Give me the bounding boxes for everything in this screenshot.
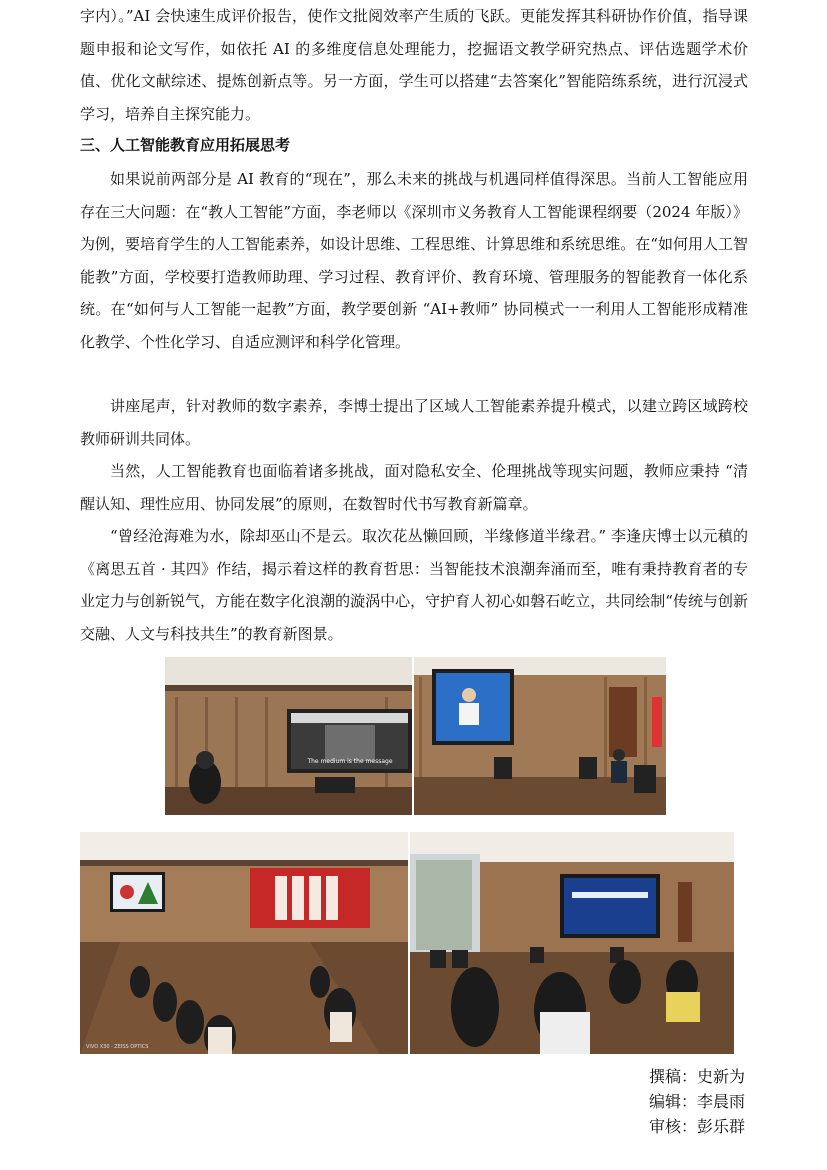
photo-presenter: [165, 657, 412, 815]
credit-writer: 撰稿：史新为: [648, 1067, 745, 1086]
paragraph-4: 当然，人工智能教育也面临着诸多挑战，面对隐私安全、伦理挑战等现实问题，教师应秉持 “清醒认知、理性应用、协同发展”的原则，在数智时代书写教育新篇章。: [80, 462, 748, 513]
photo-remote-speaker: [414, 657, 666, 815]
paragraph-2: 如果说前两部分是 AI 教育的“现在”，那么未来的挑战与机遇同样值得深思。当前人工智能应用存在三大问题：在“教人工智能”方面，李老师以《深圳市义务教育人工智能课程纲要（2024 年版）》为例，要培育学生的人工智能素养，如设计思维、工程思维、计算思维和系统思维。在“如何用人工智能教”方面，学校要打造教师助理、学习过程、教育评价、教育环境、管理服务的智能教育一体化系统。在“如何与人工智能一起教”方面，教学要创新 “AI+教师” 协同模式一一利用人工智能形成精准化教学、个性化学习、自适应测评和科学化管理。: [80, 170, 748, 351]
article-credits: [649, 1064, 745, 1139]
credit-reviewer: 审核：彭乐群: [648, 1117, 745, 1136]
paragraph-5: “曾经沧海难为水，除却巫山不是云。取次花丛懒回顾，半缘修道半缘君。” 李逢庆博士以元稹的《离思五首 · 其四》作结，揭示着这样的教育哲思：当智能技术浪潮奔涌而至，唯有秉持教育者的专业定力与创新锐气，方能在数字化浪潮的漩涡中心，守护育人初心如磐石屹立，共同绘制“传统与创新交融、人文与科技共生”的教育新图景。: [80, 527, 748, 643]
photo-conference-room: [80, 832, 408, 1054]
photo-lecture-audience: [410, 832, 734, 1054]
paragraph-1: 字内）。”AI 会快速生成评价报告，使作文批阅效率产生质的飞跃。更能发挥其科研协作价值，指导课题申报和论文写作，如依托 AI 的多维度信息处理能力，挖掘语文教学研究热点、评估选题学术价值、优化文献综述、提炼创新点等。另一方面，学生可以搭建“去答案化”智能陪练系统，进行沉浸式学习，培养自主探究能力。: [80, 7, 748, 123]
paragraph-3: 讲座尾声，针对教师的数字素养，李博士提出了区域人工智能素养提升模式，以建立跨区域跨校教师研训共同体。: [80, 397, 748, 448]
camera-watermark: VIVO X30 · ZEISS OPTICS: [86, 1044, 149, 1050]
section-heading: 三、人工智能教育应用拓展思考: [80, 136, 291, 154]
credit-editor: 编辑：李晨雨: [648, 1092, 745, 1111]
slide-caption: The medium is the message: [307, 758, 393, 765]
